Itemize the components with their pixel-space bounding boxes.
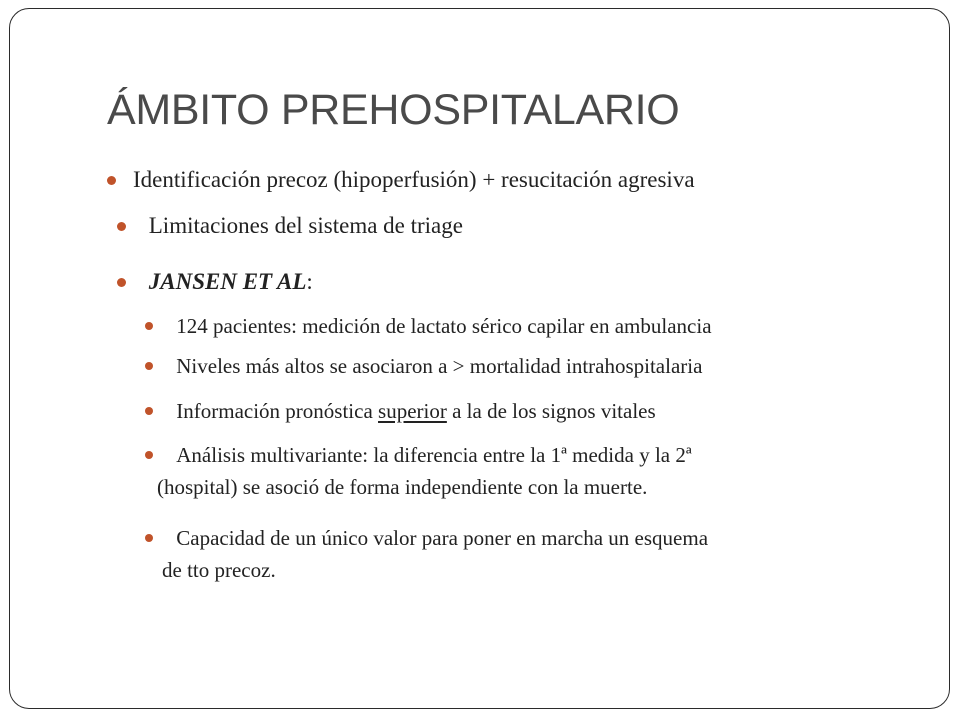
bullet-suffix: : [306,269,313,294]
sub-bullet-text-after: a la de los signos vitales [446,399,656,423]
bullet-dot-icon [145,322,153,330]
slide-title: ÁMBITO PREHOSPITALARIO [107,86,680,134]
sub-bullet-item [162,522,911,586]
bullet-dot-icon [107,176,116,185]
sub-bullet-line-2: (hospital) se asoció de forma independiente con la muerte. [157,475,648,499]
sub-bullet-line-2: de tto precoz. [162,558,276,582]
bullet-text [143,267,933,297]
sub-bullet-line-1: Análisis multivariante: la diferencia entre la 1ª medida y la 2ª [171,443,692,467]
bullet-item [143,267,933,297]
bullet-dot-icon [145,534,153,542]
sub-bullet-text [171,395,931,427]
sub-bullet-text-before: Información pronóstica [171,399,379,423]
bullet-dot-icon [117,278,126,287]
bullet-dot-icon [145,451,153,459]
bullet-text: Limitaciones del sistema de triage [143,213,463,238]
bullet-item [143,211,933,241]
underlined-word: superior [378,399,447,423]
reference-author: JANSEN ET AL [148,269,307,294]
bullet-dot-icon [145,407,153,415]
sub-bullet-item [157,439,911,503]
sub-bullet-item [171,310,931,342]
sub-bullet-item [171,350,931,382]
bullet-dot-icon [145,362,153,370]
sub-bullet-line-1: Capacidad de un único valor para poner en marcha un esquema [171,526,709,550]
sub-bullet-item [171,395,931,427]
sub-bullet-text: Niveles más altos se asociaron a > mortalidad intrahospitalaria [171,354,703,378]
bullet-dot-icon [117,222,126,231]
bullet-text: Identificación precoz (hipoperfusión) + resucitación agresiva [133,167,695,192]
sub-bullet-text: 124 pacientes: medición de lactato sérico capilar en ambulancia [171,314,712,338]
bullet-item [133,165,933,195]
